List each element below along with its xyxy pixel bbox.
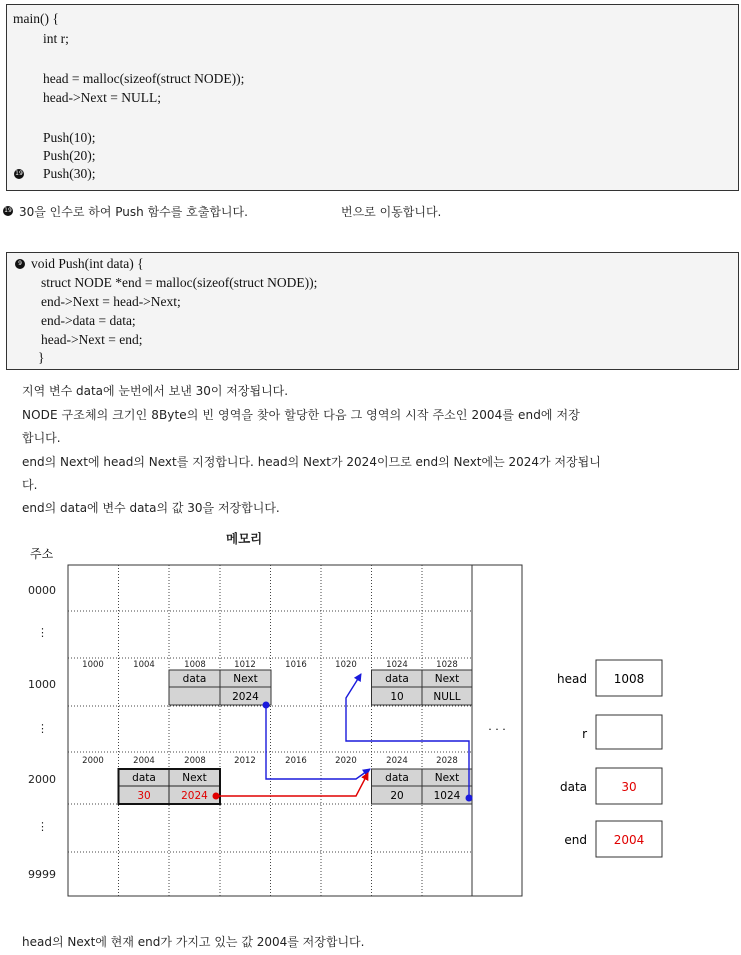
svg-text:NULL: NULL [433, 691, 461, 703]
explanation-line: 다. [22, 478, 38, 492]
row-label: ⋮ [37, 626, 48, 639]
svg-text:Next: Next [233, 673, 258, 685]
code-line: int r; [43, 31, 69, 46]
svg-text:30: 30 [137, 790, 151, 802]
svg-text:1024: 1024 [433, 790, 461, 802]
explanation-line: NODE 구조체의 크기인 8Byte의 빈 영역을 찾아 할당한 다음 그 영역의 시작 주소인 2004를 end에 저장 [22, 408, 580, 422]
cell-address: 1008 [184, 660, 206, 670]
cell-address: 1020 [335, 660, 357, 670]
code-line: end->data = data; [41, 313, 136, 328]
row-label: ⋮ [37, 722, 48, 735]
cell-address: 1012 [234, 660, 256, 670]
cell-address: 2028 [436, 756, 458, 766]
svg-text:2024: 2024 [232, 691, 259, 703]
svg-text:1008: 1008 [613, 672, 645, 686]
variable-r [582, 715, 662, 749]
variable-end [564, 821, 662, 857]
svg-text:2004: 2004 [613, 833, 645, 847]
step-marker-icon: 9 [15, 259, 25, 269]
svg-text:10: 10 [390, 691, 404, 703]
cell-address: 1028 [436, 660, 458, 670]
svg-text:head: head [557, 672, 587, 686]
svg-text:data: data [385, 772, 409, 784]
cell-address: 2012 [234, 756, 256, 766]
svg-text:Next: Next [182, 772, 207, 784]
cell-address: 2004 [133, 756, 155, 766]
row-label: 1000 [28, 678, 56, 691]
cell-address: 2008 [184, 756, 206, 766]
svg-text:20: 20 [390, 790, 404, 802]
code-line: void Push(int data) { [31, 256, 144, 271]
grid-dotted [68, 565, 472, 896]
svg-text:Next: Next [434, 772, 460, 784]
svg-text:r: r [582, 727, 587, 741]
explanation-line: 합니다. [22, 431, 61, 445]
node-2004 [119, 769, 221, 804]
node-1008 [169, 670, 271, 705]
row-label: ⋮ [37, 820, 48, 833]
cell-address: 1016 [285, 660, 307, 670]
code-line: head->Next = end; [41, 332, 143, 347]
node-2024 [372, 769, 473, 804]
svg-text:data: data [385, 673, 409, 685]
explanation-line: 지역 변수 data에 눈번에서 보낸 30이 저장됩니다. [22, 384, 289, 398]
code-line: head->Next = NULL; [43, 90, 161, 105]
code-line: main() { [13, 11, 59, 26]
code-line: Push(10); [43, 130, 96, 145]
caption-text: 30을 인수로 하여 Push 함수를 호출합니다. [19, 205, 248, 219]
variable-head [557, 660, 662, 696]
cell-address: 1024 [386, 660, 408, 670]
code-line: struct NODE *end = malloc(sizeof(struct NODE)); [41, 275, 318, 290]
explanation-line: end의 data에 변수 data의 값 30을 저장합니다. [22, 501, 280, 515]
cell-address: 1004 [133, 660, 155, 670]
row-label: 2000 [28, 773, 56, 786]
cell-address: 2000 [82, 756, 104, 766]
cell-address: 1000 [82, 660, 104, 670]
row-label: 9999 [28, 868, 56, 881]
memory-title: 메모리 [226, 531, 263, 546]
svg-text:30: 30 [621, 780, 637, 794]
variable-data [560, 768, 662, 804]
footer-text: head의 Next에 현재 end가 가지고 있는 값 2004를 저장합니다. [22, 935, 365, 949]
cell-address: 2020 [335, 756, 357, 766]
pointer-arrow-blue-1 [263, 702, 371, 780]
step-marker-icon: 19 [15, 170, 23, 177]
memory-ellipsis: · · · [488, 723, 506, 736]
svg-text:data: data [559, 780, 587, 794]
code-line: end->Next = head->Next; [41, 294, 181, 309]
row-label: 0000 [28, 584, 56, 597]
cell-address: 2024 [386, 756, 408, 766]
explanation-line: end의 Next에 head의 Next를 지정합니다. head의 Next가 2024이므로 end의 Next에는 2024가 저장됩니 [22, 455, 601, 469]
code-line: Push(30); [43, 166, 96, 181]
pointer-arrow-red [213, 773, 369, 800]
svg-text:data: data [132, 772, 156, 784]
memory-frame [68, 565, 522, 896]
code-line: } [38, 350, 45, 365]
svg-text:Next: Next [434, 673, 460, 685]
code-line: Push(20); [43, 148, 96, 163]
caption-text: 번으로 이동합니다. [341, 205, 442, 219]
svg-text:data: data [182, 673, 207, 685]
node-1024 [372, 670, 473, 705]
svg-text:end: end [564, 833, 587, 847]
cell-address: 2016 [285, 756, 307, 766]
step-marker-icon: 19 [4, 207, 12, 214]
address-header: 주소 [30, 547, 54, 561]
code-line: head = malloc(sizeof(struct NODE)); [43, 71, 245, 86]
svg-text:2024: 2024 [181, 790, 208, 802]
